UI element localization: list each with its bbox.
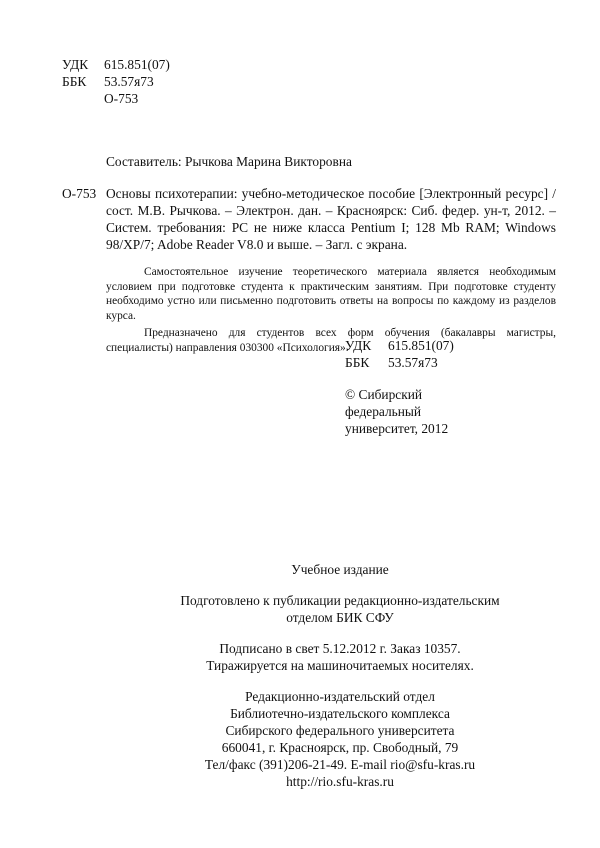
abstract — [106, 265, 556, 355]
right-udk-label: УДК — [345, 338, 372, 353]
abstract-paragraph: Предназначено для студентов всех форм обучения (бакалавры магистры, специалисты) направления 030300 «Психология». — [106, 327, 556, 354]
edition-type — [100, 561, 580, 578]
publisher-website[interactable]: http://rio.sfu-kras.ru — [286, 774, 394, 789]
prepared-line: отделом БИК СФУ — [286, 610, 394, 625]
header-udk-label: УДК — [62, 57, 89, 72]
right-udk-value: 615.851(07) — [388, 338, 454, 353]
header-author-code: О-753 — [104, 91, 139, 106]
header-udk-row — [62, 56, 170, 73]
prepared-by — [100, 592, 580, 626]
header-bbk-label: ББК — [62, 74, 87, 89]
publisher-line: Редакционно-издательский отдел — [245, 689, 435, 704]
publisher-info — [100, 688, 580, 790]
publisher-line: Сибирского федерального университета — [225, 723, 455, 738]
right-udk-row — [345, 337, 454, 354]
header-udk-value: 615.851(07) — [104, 57, 170, 72]
right-bbk-row — [345, 354, 454, 371]
publisher-line: 660041, г. Красноярск, пр. Свободный, 79 — [221, 740, 459, 755]
compiler-line: Составитель: Рычкова Марина Викторовна — [106, 154, 352, 169]
abstract-paragraph: Самостоятельное изучение теоретического материала является необходимым условием при подготовке студента к практическим занятиям. При подготовке студенту необходимо устно или письменно подготовить ответы на вопросы по каждому из разделов курса. — [106, 266, 556, 322]
header-bbk-value: 53.57я73 — [104, 74, 154, 89]
right-classification-codes — [345, 337, 454, 371]
header-classification-codes — [62, 56, 170, 107]
prepared-line: Подготовлено к публикации редакционно-издательским — [180, 593, 500, 608]
right-bbk-label: ББК — [345, 355, 370, 370]
right-bbk-value: 53.57я73 — [388, 355, 438, 370]
copyright-line: университет, 2012 — [345, 421, 449, 436]
edition-type-line: Учебное издание — [291, 562, 389, 577]
signed-line: Тиражируется на машиночитаемых носителях. — [206, 658, 474, 673]
signed-line: Подписано в свет 5.12.2012 г. Заказ 10357. — [219, 641, 461, 656]
header-bbk-row — [62, 73, 170, 90]
publisher-line: Библиотечно-издательского комплекса — [230, 706, 450, 721]
copyright-line: федеральный — [345, 404, 422, 419]
signed-info — [100, 640, 580, 674]
publisher-contact-line: Тел/факс (391)206-21-49. E-mail rio@sfu-kras.ru — [204, 757, 476, 772]
copyright-block — [345, 386, 448, 437]
catalog-description: Основы психотерапии: учебно-методическое пособие [Электронный ресурс] / сост. М.В. Рычкова. – Электрон. дан. – Красноярск: Сиб. федер. ун-т, 2012. – Систем. требования: PC не ниже класса Pentium I; 128 Mb RAM; Windows 98/XP/7; Adobe Reader V8.0 и выше. – Загл. с экрана. — [106, 186, 556, 252]
copyright-line: © Сибирский — [345, 387, 423, 402]
catalog-code: О-753 — [62, 186, 97, 201]
